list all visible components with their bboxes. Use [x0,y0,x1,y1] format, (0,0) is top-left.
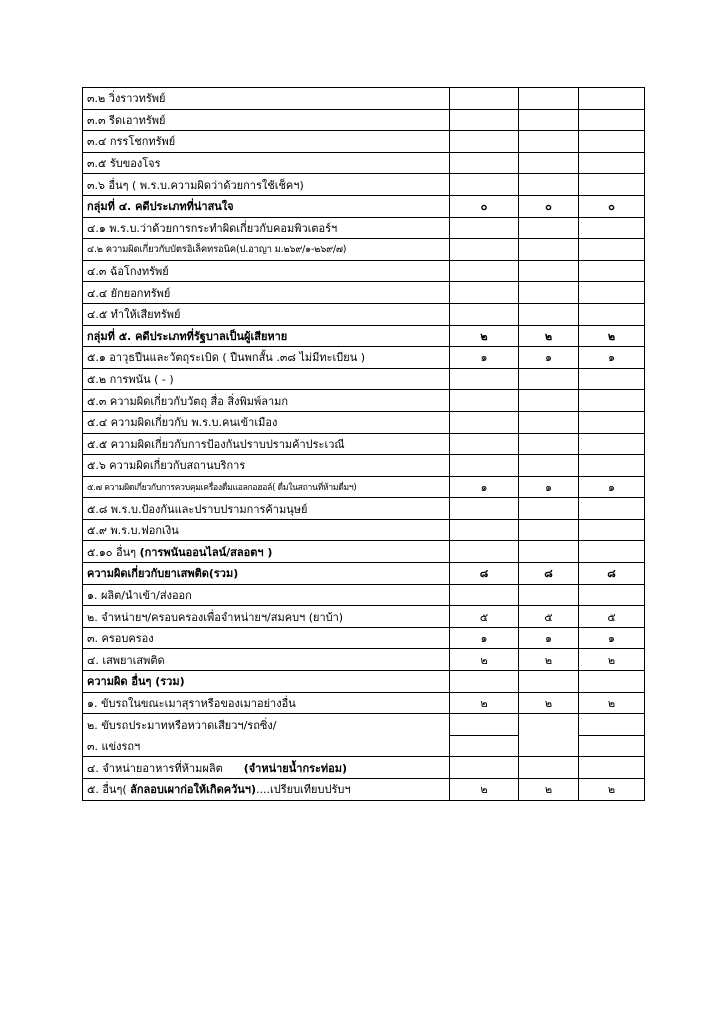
group-header-row [83,325,645,347]
row-label: ๕.๔ ความผิดเกี่ยวกับ พ.ร.บ.คนเข้าเมือง [83,411,450,433]
table-row [83,239,645,261]
value-cell: ๒ [519,692,579,714]
row-label-tail: ....เปรียบเทียบปรับฯ [255,783,351,797]
value-cell [579,390,645,412]
row-label-cell [83,541,450,563]
row-label: ๑. ขับรถในขณะเมาสุราหรือของเมาอย่างอื่น [83,692,450,714]
row-label: ๓.๕ รับของโจร [83,152,450,174]
row-label: ๓. แข่งรถฯ [83,735,450,757]
value-cell [519,584,579,606]
value-cell [579,411,645,433]
row-label: ๕.๑ อาวุธปืนและวัตถุระเบิด ( ปืนพกสั้น .๓๘ ไม่มีทะเบียน ) [83,347,450,369]
table-row [83,131,645,153]
value-cell: ๕ [519,606,579,628]
value-cell [519,131,579,153]
row-label: ๕.๑๐ อื่นๆ [87,545,137,559]
value-cell: ๐ [519,195,579,217]
table-row [83,433,645,455]
value-cell: ๑ [450,347,519,369]
value-cell [579,757,645,779]
value-cell: ๒ [450,692,519,714]
table-row [83,152,645,174]
value-cell [519,498,579,520]
value-cell [450,519,519,541]
value-cell [450,109,519,131]
table-row [83,260,645,282]
table-row [83,735,645,757]
value-cell [579,217,645,239]
row-label: ๔.๔ ยักยอกทรัพย์ [83,282,450,304]
value-cell [579,303,645,325]
value-cell [579,260,645,282]
group-header-row [83,671,645,693]
value-cell [519,217,579,239]
value-cell [450,217,519,239]
value-cell: ๕ [450,606,519,628]
row-label: ๔.๓ ฉ้อโกงทรัพย์ [83,260,450,282]
value-cell [450,455,519,477]
value-cell: ๑ [519,347,579,369]
value-cell [519,735,579,757]
value-cell [519,757,579,779]
value-cell [519,411,579,433]
value-cell [519,88,579,110]
value-cell: ๒ [579,325,645,347]
value-cell [519,260,579,282]
value-cell [450,714,519,736]
table-row [83,714,645,736]
value-cell [450,584,519,606]
table-row [83,519,645,541]
value-cell [450,260,519,282]
row-label: ๔.๕ ทำให้เสียทรัพย์ [83,303,450,325]
value-cell: ๘ [450,563,519,585]
row-label: ๕.๗ ความผิดเกี่ยวกับการควบคุมเครื่องดื่มแอลกอฮอล์( ดื่มในสถานที่ห้ามดื่มฯ) [83,476,450,498]
value-cell [450,174,519,196]
row-label: ๕.๖ ความผิดเกี่ยวกับสถานบริการ [83,455,450,477]
value-cell [450,368,519,390]
row-label: ๓. ครอบครอง [83,627,450,649]
value-cell [519,174,579,196]
value-cell [579,88,645,110]
row-label-bold: (จำหน่ายน้ำกระท่อม) [243,761,348,775]
table-row [83,498,645,520]
value-cell: ๒ [579,779,645,801]
value-cell [579,735,645,757]
crime-statistics-table [82,87,645,801]
value-cell: ๒ [450,779,519,801]
value-cell: ๑ [519,627,579,649]
table-row [83,390,645,412]
value-cell: ๐ [579,195,645,217]
value-cell [450,735,519,757]
value-cell [579,671,645,693]
value-cell [519,239,579,261]
table-row [83,692,645,714]
value-cell [450,541,519,563]
row-label-bold: ลักลอบเผาก่อให้เกิดควันฯ) [130,783,256,797]
value-cell [579,152,645,174]
table-row [83,282,645,304]
row-label: ๕.๙ พ.ร.บ.ฟอกเงิน [83,519,450,541]
row-label: ๒. จำหน่ายฯ/ครอบครองเพื่อจำหน่ายฯ/สมคบฯ (ยาบ้า) [83,606,450,628]
group-label: กลุ่มที่ ๕. คดีประเภทที่รัฐบาลเป็นผู้เสียหาย [83,325,450,347]
table-row [83,584,645,606]
table-row [83,757,645,779]
value-cell: ๑ [579,627,645,649]
row-label: ๓.๔ กรรโชกทรัพย์ [83,131,450,153]
value-cell [450,303,519,325]
value-cell [450,88,519,110]
value-cell: ๑ [519,476,579,498]
value-cell: ๒ [519,779,579,801]
value-cell: ๘ [579,563,645,585]
table-row [83,411,645,433]
value-cell [579,239,645,261]
value-cell: ๑ [579,347,645,369]
value-cell [579,455,645,477]
value-cell [450,131,519,153]
value-cell: ๐ [450,195,519,217]
row-label-bold: (การพนันออนไลน์/สลอตฯ ) [139,545,273,559]
value-cell: ๒ [450,325,519,347]
value-cell [519,541,579,563]
value-cell [579,109,645,131]
value-cell [579,433,645,455]
value-cell [579,584,645,606]
value-cell: ๑ [450,627,519,649]
value-cell: ๑ [450,476,519,498]
statistics-sheet [82,87,645,801]
value-cell [450,757,519,779]
row-label: ๔.๑ พ.ร.บ.ว่าด้วยการกระทำผิดเกี่ยวกับคอมพิวเตอร์ฯ [83,217,450,239]
value-cell [450,671,519,693]
value-cell: ๘ [519,563,579,585]
value-cell [450,390,519,412]
table-row [83,779,645,801]
row-label: ๓.๓ รีดเอาทรัพย์ [83,109,450,131]
value-cell [519,714,579,736]
table-row [83,217,645,239]
table-row [83,606,645,628]
value-cell [519,152,579,174]
value-cell: ๕ [579,606,645,628]
value-cell [519,671,579,693]
table-row [83,347,645,369]
value-cell [450,433,519,455]
value-cell: ๒ [519,325,579,347]
value-cell [579,282,645,304]
group-header-row [83,563,645,585]
group-label: ความผิดเกี่ยวกับยาเสพติด(รวม) [83,563,450,585]
table-row [83,455,645,477]
value-cell: ๒ [579,692,645,714]
table-row [83,627,645,649]
value-cell [519,109,579,131]
value-cell [450,152,519,174]
value-cell [519,390,579,412]
value-cell [519,303,579,325]
row-label-cell [83,757,450,779]
value-cell [450,282,519,304]
row-label: ๔. เสพยาเสพติด [83,649,450,671]
row-label: ๕.๒ การพนัน ( - ) [83,368,450,390]
value-cell [579,131,645,153]
table-row [83,109,645,131]
row-label: ๕.๘ พ.ร.บ.ป้องกันและปราบปรามการค้ามนุษย์ [83,498,450,520]
value-cell: ๑ [579,476,645,498]
value-cell [519,282,579,304]
table-row [83,88,645,110]
table-row [83,541,645,563]
row-label: ๓.๖ อื่นๆ ( พ.ร.บ.ความผิดว่าด้วยการใช้เช็คฯ) [83,174,450,196]
value-cell [579,519,645,541]
row-label: ๒. ขับรถประมาทหรือหวาดเสียวฯ/รถซิ่ง/ [83,714,450,736]
row-label: ๕.๕ ความผิดเกี่ยวกับการป้องกันปราบปรามค้าประเวณี [83,433,450,455]
value-cell [450,411,519,433]
value-cell [450,239,519,261]
value-cell [450,498,519,520]
group-header-row [83,195,645,217]
value-cell [519,433,579,455]
table-row [83,476,645,498]
value-cell [519,455,579,477]
value-cell [579,368,645,390]
row-label: ๓.๒ วิ่งราวทรัพย์ [83,88,450,110]
table-row [83,303,645,325]
value-cell: ๒ [450,649,519,671]
row-label: ๕.๓ ความผิดเกี่ยวกับวัตถุ สื่อ สิ่งพิมพ์ลามก [83,390,450,412]
value-cell [579,714,645,736]
row-label: ๔. จำหน่ายอาหารที่ห้ามผลิต [87,761,223,775]
value-cell: ๒ [519,649,579,671]
value-cell [579,498,645,520]
row-label: ๕. อื่นๆ( [87,783,127,797]
value-cell [579,541,645,563]
value-cell [519,519,579,541]
value-cell: ๒ [579,649,645,671]
value-cell [579,174,645,196]
group-label: กลุ่มที่ ๔. คดีประเภทที่น่าสนใจ [83,195,450,217]
group-label: ความผิด อื่นๆ (รวม) [83,671,450,693]
row-label: ๑. ผลิต/นำเข้า/ส่งออก [83,584,450,606]
table-row [83,174,645,196]
row-label-cell [83,779,450,801]
row-label: ๔.๒ ความผิดเกี่ยวกับบัตรอิเล็คทรอนิค(ป.อาญา ม.๒๖๙/๑-๒๖๙/๗) [83,239,450,261]
value-cell [519,368,579,390]
table-row [83,368,645,390]
table-row [83,649,645,671]
